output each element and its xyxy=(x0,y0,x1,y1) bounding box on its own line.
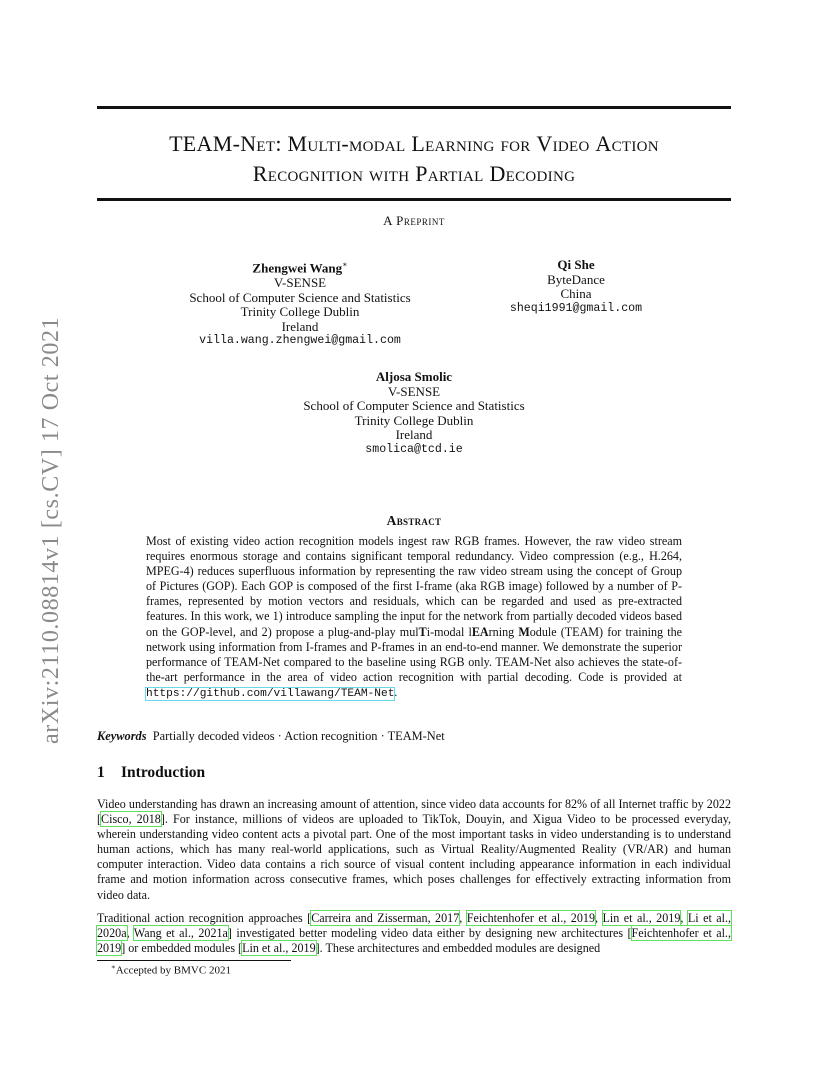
code-repo-link[interactable]: https://github.com/villawang/TEAM-Net xyxy=(146,687,395,700)
citation-link[interactable]: Feichtenhofer et al., 2019 xyxy=(466,911,595,925)
author-block-she xyxy=(476,258,676,316)
footnote-text: Accepted by BMVC 2021 xyxy=(115,964,231,977)
intro-paragraph-2: Traditional action recognition approaches [Carreira and Zisserman, 2017, Feichtenhofer et al., 2019, Lin et al., 2019, Li et al., 2020a, Wang et al., 2021a] investigated better modeling video data either by designing new architectures [Feichtenhofer et al., 2019] or embedded modules [Lin et al., 2019]. These architectures and embedded modules are designed xyxy=(97,911,732,956)
paper-title xyxy=(97,129,731,189)
author-email[interactable]: smolica@tcd.ie xyxy=(365,442,463,456)
citation-link[interactable]: Li et al., 2020a xyxy=(97,911,732,941)
title-line-1: TEAM-Net: Multi-modal Learning for Video Action xyxy=(169,131,659,156)
title-line-2: Recognition with Partial Decoding xyxy=(252,161,576,186)
title-bottom-rule xyxy=(97,198,731,201)
keywords-label: Keywords xyxy=(97,729,147,743)
author-block-smolic xyxy=(264,370,564,458)
section-title: Introduction xyxy=(121,764,206,781)
author-affiliation: ByteDance xyxy=(547,271,605,287)
footnote xyxy=(111,963,231,977)
author-affiliation: Trinity College Dublin xyxy=(354,412,474,428)
citation-link[interactable]: Lin et al., 2019 xyxy=(242,941,316,956)
author-affiliation: Ireland xyxy=(395,427,433,443)
citation-link[interactable]: Wang et al., 2021a xyxy=(133,926,228,941)
author-block-wang xyxy=(150,258,450,349)
author-name: Aljosa Smolic xyxy=(375,369,453,384)
citation-link[interactable]: Cisco, 2018 xyxy=(101,812,161,827)
footnote-rule xyxy=(97,960,291,961)
author-affiliation: School of Computer Science and Statistics xyxy=(189,289,411,305)
author-affiliation: V-SENSE xyxy=(387,383,441,399)
author-affiliation: China xyxy=(560,286,592,302)
author-email[interactable]: villa.wang.zhengwei@gmail.com xyxy=(199,334,401,348)
author-name: Qi She xyxy=(557,257,595,272)
author-affiliation: V-SENSE xyxy=(273,274,327,290)
abstract-heading: Abstract xyxy=(386,513,442,528)
keywords-text: Partially decoded videos · Action recognition · TEAM-Net xyxy=(152,729,445,743)
section-number: 1 xyxy=(97,764,105,781)
footnote-mark: ∗ xyxy=(111,963,116,971)
author-affiliation: Ireland xyxy=(281,318,319,334)
section-heading-introduction xyxy=(97,764,205,782)
title-top-rule xyxy=(97,106,731,109)
arxiv-sidebar-stamp: arXiv:2110.08814v1 [cs.CV] 17 Oct 2021 xyxy=(38,316,64,744)
author-name: Zhengwei Wang xyxy=(252,260,343,276)
citation-link[interactable]: Lin et al., 2019 xyxy=(602,911,681,925)
author-email[interactable]: sheqi1991@gmail.com xyxy=(509,301,643,315)
author-affiliation: School of Computer Science and Statistics xyxy=(303,398,525,414)
citation-link[interactable]: Feichtenhofer et al., 2019 xyxy=(97,926,731,956)
preprint-label: A Preprint xyxy=(383,213,445,228)
intro-paragraph-1: Video understanding has drawn an increasing amount of attention, since video data accounts for 82% of all Internet traffic by 2022 [Cisco, 2018]. For instance, millions of videos are uploaded to TikTok, Douyin, and Xigua Video to be processed everyday, wherein understanding video content acts a pivotal part. One of the most important tasks in video understanding is to understand human actions, which has many real-world applications, such as Virtual Reality/Augmented Reality (VR/AR) and human computer interaction. Video data contains a rich source of visual content including appearance information in each individual frame and motion information across consecutive frames, which poses challenges for effectively extracting information from video data. xyxy=(97,797,731,902)
keywords-line xyxy=(97,729,445,744)
citation-link[interactable]: Carreira and Zisserman, 2017 xyxy=(311,911,460,925)
author-affiliation: Trinity College Dublin xyxy=(240,304,360,320)
footnote-mark: ∗ xyxy=(342,260,348,269)
abstract-body: Most of existing video action recognition models ingest raw RGB frames. However, the raw video stream requires enormous storage and contains significant temporal redundancy. Video compression (e.g., H.264, MPEG-4) reduces superfluous information by representing the raw video stream using the concept of Group of Pictures (GOP). Each GOP is composed of the first I-frame (aka RGB image) followed by a number of P-frames, represented by motion vectors and residuals, which can be regarded and used as pre-extracted features. In this work, we 1) introduce sampling the input for the network from partially decoded videos based on the GOP-level, and 2) propose a plug-and-play mulTi-modal lEArning Module (TEAM) for training the network using information from I-frames and P-frames in an end-to-end manner. We demonstrate the superior performance of TEAM-Net compared to the baseline using RGB only. TEAM-Net also achieves the state-of-the-art performance in the area of video action recognition with partial decoding. Code is provided at https://github.com/villawang/TEAM-Net. xyxy=(146,534,683,700)
